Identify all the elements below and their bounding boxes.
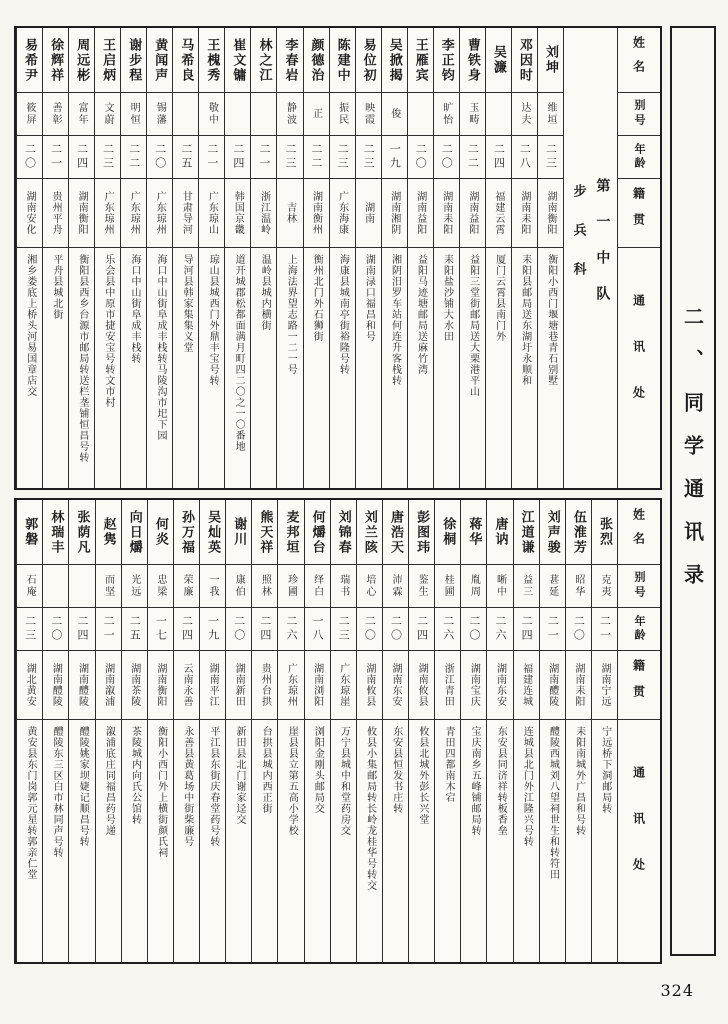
person-origin: 广东琼山 bbox=[206, 191, 218, 235]
person-address: 东安县恒发书庄转 bbox=[390, 726, 402, 814]
person-age: 一九 bbox=[206, 615, 220, 643]
person-origin: 湖南新田 bbox=[233, 663, 245, 707]
person-alias: 富年 bbox=[76, 102, 88, 126]
person-address: 攸县小集邮局转长岭龙桂华号转交 bbox=[364, 726, 376, 891]
person-name: 易位初 bbox=[360, 37, 376, 83]
person-address: 湘乡娄底上桥头河易国章店交 bbox=[24, 254, 36, 397]
person-name: 唐浩天 bbox=[387, 509, 403, 555]
person-address: 醴陵姚家坝婕记顺昌号转 bbox=[77, 726, 89, 847]
person-age: 二〇 bbox=[153, 143, 167, 171]
person-column bbox=[121, 500, 147, 962]
person-column bbox=[434, 500, 460, 962]
person-age: 二一 bbox=[257, 143, 271, 171]
person-column bbox=[303, 28, 329, 488]
person-column bbox=[120, 28, 146, 488]
person-origin: 湖南茶陵 bbox=[128, 663, 140, 707]
unit-label-column bbox=[563, 28, 617, 488]
person-age: 一七 bbox=[154, 615, 168, 643]
person-address: 宁远桥下洞邮局转 bbox=[599, 726, 611, 814]
person-origin: 湖南益阳 bbox=[466, 191, 478, 235]
person-age: 二五 bbox=[179, 143, 193, 171]
unit-squad-label: 第一中队 bbox=[594, 178, 611, 322]
person-address: 耒阳盐沙铺大水田 bbox=[441, 254, 453, 342]
person-address: 溆浦底庄同福昌药号递 bbox=[103, 726, 115, 836]
person-age: 二二 bbox=[310, 143, 324, 171]
person-name: 陈建中 bbox=[334, 37, 350, 83]
person-address: 衡阳县西乡台源市邮局转送栏垄铺恒昌号转 bbox=[76, 254, 88, 463]
header-address: 通讯处 bbox=[631, 294, 646, 432]
header-origin: 籍贯 bbox=[631, 659, 646, 711]
person-age: 二一 bbox=[49, 143, 63, 171]
person-address: 乐会县中原市捷安宝号转文市村 bbox=[102, 254, 114, 408]
person-origin: 湖南衡阳 bbox=[76, 191, 88, 235]
person-address: 琼山县城西门外鼎丰宝号转 bbox=[207, 254, 219, 386]
person-name: 吴掀揭 bbox=[386, 37, 402, 83]
person-address: 台拱县城内西正街 bbox=[260, 726, 272, 814]
person-age: 二一 bbox=[102, 615, 116, 643]
person-alias: 珍圃 bbox=[285, 574, 297, 598]
person-name: 邓因时 bbox=[516, 37, 532, 83]
person-name: 王雁宾 bbox=[412, 37, 428, 83]
person-column bbox=[16, 500, 42, 962]
person-column bbox=[329, 28, 355, 488]
person-alias: 文蔚 bbox=[102, 102, 114, 126]
person-address: 平舟县城北街 bbox=[50, 254, 62, 320]
person-name: 徐辉祥 bbox=[48, 37, 64, 83]
person-address: 浏阳金刚头邮局交 bbox=[312, 726, 324, 814]
person-age: 二三 bbox=[544, 143, 558, 171]
person-column bbox=[16, 28, 42, 488]
page-number: 324 bbox=[660, 981, 694, 1000]
person-column bbox=[460, 500, 486, 962]
person-column bbox=[68, 500, 94, 962]
person-origin: 湖南攸县 bbox=[363, 663, 375, 707]
person-alias: 胤周 bbox=[468, 574, 480, 598]
header-alias: 别号 bbox=[633, 571, 646, 601]
person-age: 二二 bbox=[127, 143, 141, 171]
person-name: 唐讷 bbox=[492, 517, 508, 547]
person-age: 二三 bbox=[337, 615, 351, 643]
person-name: 蒋华 bbox=[466, 517, 482, 547]
person-column bbox=[146, 28, 172, 488]
person-address: 醴陵西城刘八望祠世生和转符田 bbox=[547, 726, 559, 880]
person-name: 谢步程 bbox=[126, 37, 142, 83]
person-age: 二四 bbox=[258, 615, 272, 643]
person-address: 崖县县立第五高小学校 bbox=[286, 726, 298, 836]
person-address: 衡阳小西门堰塘巷青石别墅 bbox=[545, 254, 557, 386]
person-origin: 湖南衡阳 bbox=[154, 663, 166, 707]
person-name: 刘锦春 bbox=[335, 509, 351, 555]
person-column bbox=[250, 28, 276, 488]
person-address: 万宁县城中和堂药房交 bbox=[338, 726, 350, 836]
row-header-column bbox=[617, 500, 660, 962]
person-column bbox=[433, 28, 459, 488]
person-alias: 达夫 bbox=[518, 102, 530, 126]
person-alias: 旷怡 bbox=[440, 102, 452, 126]
person-origin: 湖南浏阳 bbox=[311, 663, 323, 707]
person-name: 刘坤 bbox=[542, 45, 558, 75]
person-alias: 玉畴 bbox=[466, 102, 478, 126]
person-column bbox=[355, 28, 381, 488]
person-age: 二五 bbox=[128, 615, 142, 643]
person-address: 上海法界望志路一二一号 bbox=[285, 254, 297, 375]
person-age: 二六 bbox=[284, 615, 298, 643]
person-origin: 广东海康 bbox=[336, 191, 348, 235]
person-column bbox=[408, 500, 434, 962]
person-column bbox=[147, 500, 173, 962]
person-address: 青田四都南木宕 bbox=[442, 726, 454, 803]
person-name: 周远彬 bbox=[74, 37, 90, 83]
person-column bbox=[382, 500, 408, 962]
person-column bbox=[277, 500, 303, 962]
tables-area bbox=[14, 26, 662, 964]
person-origin: 韩国京畿 bbox=[232, 191, 244, 235]
person-address: 益阳三堂街邮局送大栗港平山 bbox=[467, 254, 479, 397]
person-column bbox=[173, 500, 199, 962]
person-origin: 湖南宁远 bbox=[598, 663, 610, 707]
person-origin: 甘肃导河 bbox=[180, 191, 192, 235]
person-column bbox=[591, 500, 617, 962]
person-alias: 绎白 bbox=[311, 574, 323, 598]
person-origin: 湖南安化 bbox=[24, 191, 36, 235]
person-address: 耒阳县邮局送东湖圩永顺和 bbox=[519, 254, 531, 386]
person-name: 李正钧 bbox=[438, 37, 454, 83]
person-address: 茶陵城内向氏公馆转 bbox=[129, 726, 141, 825]
person-column bbox=[199, 500, 225, 962]
person-age: 二四 bbox=[492, 143, 506, 171]
person-column bbox=[225, 500, 251, 962]
person-name: 熊天祥 bbox=[257, 509, 273, 555]
person-column bbox=[330, 500, 356, 962]
person-origin: 浙江温岭 bbox=[258, 191, 270, 235]
person-origin: 广东琼州 bbox=[102, 191, 114, 235]
person-alias: 晰中 bbox=[494, 574, 506, 598]
person-age: 二〇 bbox=[23, 143, 37, 171]
person-name: 马希良 bbox=[178, 37, 194, 83]
person-origin: 湖南溆浦 bbox=[102, 663, 114, 707]
person-origin: 湖南攸县 bbox=[416, 663, 428, 707]
person-age: 二四 bbox=[231, 143, 245, 171]
person-alias: 益三 bbox=[520, 574, 532, 598]
person-origin: 云南永善 bbox=[180, 663, 192, 707]
person-alias: 康伯 bbox=[233, 574, 245, 598]
page-content bbox=[14, 26, 716, 964]
person-name: 曹铁身 bbox=[464, 37, 480, 83]
person-column bbox=[459, 28, 485, 488]
person-origin: 湖南东安 bbox=[389, 663, 401, 707]
person-address: 海康县城南亭街裕隆号转 bbox=[337, 254, 349, 375]
person-address: 醴陵东三区白市林同声号转 bbox=[51, 726, 63, 858]
person-name: 王启炳 bbox=[100, 37, 116, 83]
person-origin: 福建云霄 bbox=[492, 191, 504, 235]
person-age: 二〇 bbox=[572, 615, 586, 643]
person-origin: 贵州台拱 bbox=[259, 663, 271, 707]
person-age: 二六 bbox=[493, 615, 507, 643]
person-alias: 映霞 bbox=[362, 102, 374, 126]
section-title: 二、同学通讯录 bbox=[680, 306, 705, 607]
person-name: 吴濂 bbox=[490, 45, 506, 75]
person-name: 向日爝 bbox=[126, 509, 142, 555]
person-address: 黄安县东门岗郭元星转郭亲仁堂 bbox=[24, 726, 36, 880]
person-age: 二〇 bbox=[467, 615, 481, 643]
person-age: 二六 bbox=[441, 615, 455, 643]
person-address: 湖南渌口福昌和号 bbox=[363, 254, 375, 342]
person-column bbox=[381, 28, 407, 488]
person-name: 谢川 bbox=[231, 517, 247, 547]
person-alias: 照林 bbox=[259, 574, 271, 598]
person-origin: 广东琼州 bbox=[128, 191, 140, 235]
person-alias: 葚延 bbox=[546, 574, 558, 598]
person-alias: 振民 bbox=[336, 102, 348, 126]
header-age: 年龄 bbox=[633, 143, 646, 171]
person-age: 二三 bbox=[362, 143, 376, 171]
person-age: 二三 bbox=[284, 143, 297, 171]
person-name: 何炎 bbox=[152, 517, 168, 547]
roster-table-bottom bbox=[14, 498, 662, 964]
person-origin: 贵州平舟 bbox=[50, 191, 62, 235]
person-alias: 荣廉 bbox=[180, 574, 192, 598]
person-alias: 锡藩 bbox=[154, 102, 166, 126]
person-address: 海口中山街阜成丰栈转马陵沟市圯下园 bbox=[155, 254, 167, 441]
person-origin: 广东琼崖 bbox=[337, 663, 349, 707]
person-address: 东安县同济祥转板香垒 bbox=[495, 726, 507, 836]
person-age: 二三 bbox=[101, 143, 115, 171]
person-alias: 瑞书 bbox=[337, 574, 349, 598]
person-alias: 桂圃 bbox=[442, 574, 454, 598]
person-origin: 湖南醴陵 bbox=[50, 663, 62, 707]
section-title-strip bbox=[670, 26, 716, 956]
person-column bbox=[356, 500, 382, 962]
person-alias: 沛霖 bbox=[389, 574, 401, 598]
person-column bbox=[224, 28, 250, 488]
person-alias: 忠梁 bbox=[154, 574, 166, 598]
person-origin: 湖南湘阴 bbox=[388, 191, 400, 235]
person-name: 张荫凡 bbox=[74, 509, 90, 555]
person-origin: 湖南衡州 bbox=[310, 191, 322, 235]
person-age: 二四 bbox=[75, 615, 89, 643]
person-origin: 湖南耒阳 bbox=[518, 191, 530, 235]
person-column bbox=[407, 28, 433, 488]
person-origin: 吉林 bbox=[284, 202, 296, 224]
person-address: 连城县北门外江隆兴号转 bbox=[521, 726, 533, 847]
person-name: 张烈 bbox=[596, 517, 612, 547]
person-name: 赵隽 bbox=[100, 517, 116, 547]
person-name: 徐桐 bbox=[440, 517, 456, 547]
person-column bbox=[539, 500, 565, 962]
person-age: 二一 bbox=[598, 615, 612, 643]
person-name: 刘兰陔 bbox=[361, 509, 377, 555]
person-age: 二二 bbox=[466, 143, 480, 171]
person-alias: 善彰 bbox=[50, 102, 62, 126]
header-origin: 籍贯 bbox=[631, 187, 646, 239]
person-origin: 湖南醴陵 bbox=[546, 663, 558, 707]
person-origin: 湖南醴陵 bbox=[76, 663, 88, 707]
person-address: 湘阴汨罗车站何连升客栈转 bbox=[389, 254, 401, 386]
person-alias: 石庵 bbox=[24, 574, 36, 598]
person-name: 刘声骏 bbox=[544, 509, 560, 555]
person-age: 二一 bbox=[546, 615, 560, 643]
unit-branch-label: 步兵科 bbox=[570, 184, 586, 301]
person-age: 二〇 bbox=[440, 143, 454, 171]
person-address: 攸县北城外彭长兴堂 bbox=[416, 726, 428, 825]
person-origin: 湖南益阳 bbox=[414, 191, 426, 235]
person-alias: 光远 bbox=[128, 574, 140, 598]
person-alias: 一我 bbox=[207, 574, 219, 598]
person-origin: 湖南耒阳 bbox=[440, 191, 452, 235]
person-column bbox=[486, 500, 512, 962]
person-origin: 浙江青田 bbox=[442, 663, 454, 707]
header-alias: 别号 bbox=[633, 99, 646, 129]
person-column bbox=[511, 28, 537, 488]
person-age: 二三 bbox=[23, 615, 37, 643]
person-address: 衡州北门外石狮街 bbox=[311, 254, 323, 342]
person-name: 何爝台 bbox=[309, 509, 325, 555]
person-name: 崔文镛 bbox=[230, 37, 246, 83]
person-age: 二四 bbox=[520, 615, 534, 643]
person-column bbox=[565, 500, 591, 962]
header-age: 年龄 bbox=[633, 615, 646, 643]
person-age: 二八 bbox=[518, 143, 532, 171]
person-alias: 培心 bbox=[363, 574, 375, 598]
person-address: 厦门云霄县南门外 bbox=[493, 254, 505, 342]
person-column bbox=[276, 28, 302, 488]
person-name: 王槐秀 bbox=[204, 37, 220, 83]
person-age: 二〇 bbox=[414, 143, 428, 171]
person-address: 道开城郡松都面满月町四二〇之一〇番地 bbox=[233, 254, 245, 452]
person-alias: 静波 bbox=[284, 102, 296, 126]
person-name: 林之江 bbox=[256, 37, 272, 83]
person-alias: 克夷 bbox=[598, 574, 610, 598]
person-alias: 而坚 bbox=[102, 574, 114, 598]
person-alias: 筱屏 bbox=[24, 102, 36, 126]
person-address: 温岭县城内横街 bbox=[259, 254, 271, 331]
person-origin: 福建连城 bbox=[520, 663, 532, 707]
person-origin: 湖南耒阳 bbox=[572, 663, 584, 707]
person-column bbox=[42, 500, 68, 962]
person-origin: 湖北黄安 bbox=[24, 663, 36, 707]
person-address: 永善县黄葛场中街柴廉号 bbox=[181, 726, 193, 847]
person-age: 二四 bbox=[415, 615, 429, 643]
person-column bbox=[172, 28, 198, 488]
person-origin: 广东琼州 bbox=[154, 191, 166, 235]
person-alias: 敬中 bbox=[206, 102, 218, 126]
person-age: 二〇 bbox=[232, 615, 246, 643]
person-age: 一八 bbox=[311, 615, 325, 643]
person-origin: 湖南东安 bbox=[494, 663, 506, 707]
person-origin: 湖南衡阳 bbox=[544, 191, 556, 235]
person-name: 伍淮芳 bbox=[570, 509, 586, 555]
person-column bbox=[304, 500, 330, 962]
person-address: 宝庆南乡五峰铺邮局转 bbox=[469, 726, 481, 836]
header-address: 通讯处 bbox=[631, 766, 646, 904]
person-column bbox=[198, 28, 224, 488]
person-alias: 明恒 bbox=[128, 102, 140, 126]
person-origin: 湖南平江 bbox=[207, 663, 219, 707]
row-header-column bbox=[617, 28, 660, 488]
person-age: 一九 bbox=[388, 143, 402, 171]
person-column bbox=[94, 28, 120, 488]
person-age: 二四 bbox=[75, 143, 89, 171]
person-name: 黄闻声 bbox=[152, 37, 168, 83]
person-age: 二三 bbox=[336, 143, 350, 171]
person-alias: 维垣 bbox=[544, 102, 556, 126]
person-column bbox=[537, 28, 563, 488]
person-name: 江道谦 bbox=[518, 509, 534, 555]
header-name: 姓名 bbox=[631, 36, 646, 84]
header-name: 姓名 bbox=[631, 508, 646, 556]
person-name: 孙万福 bbox=[178, 509, 194, 555]
person-address: 导河县韩家集集义堂 bbox=[181, 254, 193, 353]
person-column bbox=[513, 500, 539, 962]
person-column bbox=[251, 500, 277, 962]
person-name: 麦邦垣 bbox=[283, 509, 299, 555]
person-name: 郭磐 bbox=[22, 517, 38, 547]
person-name: 吴灿英 bbox=[205, 509, 221, 555]
person-column bbox=[42, 28, 68, 488]
person-alias: 俊 bbox=[388, 108, 400, 120]
person-address: 衡阳小西门外上横街颜氏祠 bbox=[155, 726, 167, 858]
person-address: 海口中山街阜成丰栈转 bbox=[128, 254, 140, 364]
person-alias: 鉴生 bbox=[416, 574, 428, 598]
person-address: 耒阳南城外广昌和号转 bbox=[573, 726, 585, 836]
person-age: 二〇 bbox=[49, 615, 63, 643]
person-origin: 广东琼州 bbox=[285, 663, 297, 707]
person-column bbox=[68, 28, 94, 488]
person-address: 平江县东街庆春堂药号转 bbox=[207, 726, 219, 847]
roster-table-top bbox=[14, 26, 662, 490]
person-address: 益阳马迹塘邮局送麻竹湾 bbox=[415, 254, 427, 375]
person-age: 二〇 bbox=[389, 615, 403, 643]
person-age: 二一 bbox=[205, 143, 219, 171]
person-name: 彭图玮 bbox=[414, 509, 430, 555]
person-age: 二四 bbox=[180, 615, 194, 643]
person-alias: 昭华 bbox=[572, 574, 584, 598]
person-origin: 湖南宝庆 bbox=[468, 663, 480, 707]
person-age: 二〇 bbox=[363, 615, 377, 643]
person-column bbox=[95, 500, 121, 962]
person-name: 颜德治 bbox=[308, 37, 324, 83]
person-origin: 湖南 bbox=[362, 202, 374, 224]
person-address: 新田县北门谢家迳交 bbox=[233, 726, 245, 825]
person-name: 林瑞丰 bbox=[48, 509, 64, 555]
person-alias: 正 bbox=[310, 108, 322, 120]
person-column bbox=[485, 28, 511, 488]
person-name: 易希尹 bbox=[22, 37, 38, 83]
person-name: 李春岩 bbox=[282, 37, 298, 83]
